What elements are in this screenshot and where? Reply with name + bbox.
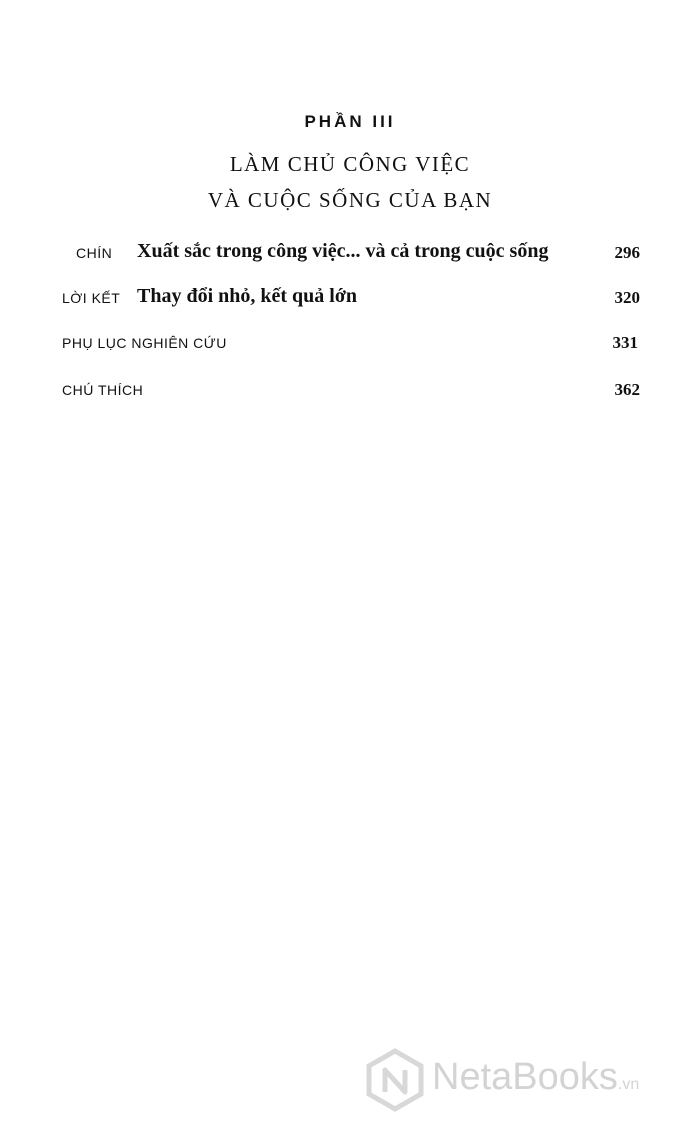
toc-entry-section-title: CHÚ THÍCH [62, 382, 144, 398]
part-label: PHẦN III [304, 112, 396, 131]
publisher-watermark [364, 1046, 694, 1116]
part-title-line-1: LÀM CHỦ CÔNG VIỆC [229, 152, 471, 176]
toc-entry-page-number: 331 [612, 333, 638, 352]
toc-entry-epilogue[interactable] [62, 285, 640, 315]
toc-entry-page-number: 320 [614, 288, 640, 307]
toc-entry-section-title: PHỤ LỤC NGHIÊN CỨU [62, 335, 227, 351]
toc-entry-prefix: LỜI KẾT [62, 290, 121, 306]
toc-entry-chapter-nine[interactable] [62, 240, 640, 270]
toc-entry-title: Thay đổi nhỏ, kết quả lớn [137, 285, 358, 307]
toc-entry-notes[interactable] [62, 380, 640, 410]
toc-entry-title: Xuất sắc trong công việc... và cả trong cuộc sống [137, 240, 549, 262]
toc-entry-page-number: 362 [614, 380, 640, 399]
watermark-text [432, 1056, 639, 1099]
toc-entry-prefix: CHÍN [76, 245, 113, 261]
hexagon-n-logo-icon [364, 1048, 426, 1112]
part-title-line-2: VÀ CUỘC SỐNG CỦA BẠN [207, 188, 493, 212]
toc-entry-research-appendix[interactable] [62, 333, 640, 363]
watermark-brand: NetaBooks [432, 1056, 618, 1098]
watermark-suffix: .vn [617, 1076, 640, 1093]
toc-entry-page-number: 296 [614, 243, 640, 262]
